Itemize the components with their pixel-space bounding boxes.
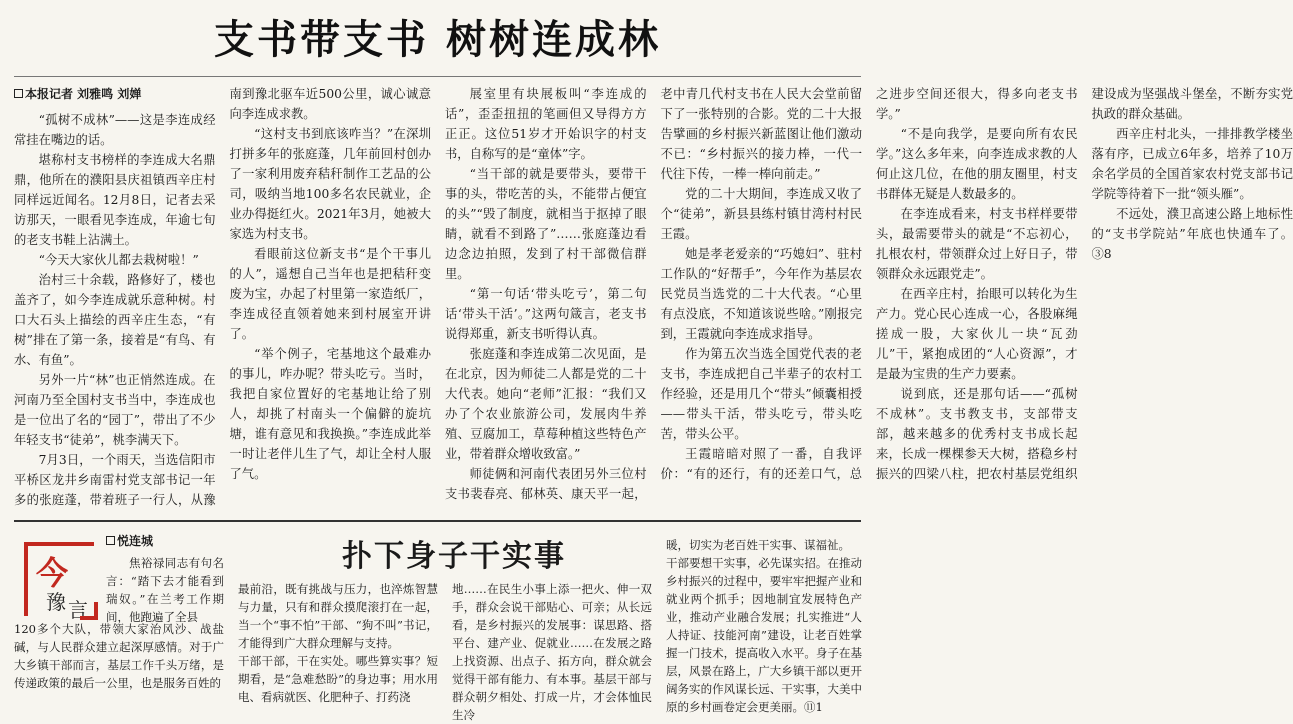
paragraph: 焦裕禄同志有句名言：“踏下去才能看到瑞奴。”在兰考工作期间，他跑遍了全县 — [106, 554, 224, 626]
paragraph: 看眼前这位新支书“是个干事儿的人”，遥想自己当年也是把秸秆变废为宝，办起了村里第一家造纸厂，李连成径直领着她来到村展室开讲了。 — [230, 244, 432, 344]
paragraph: 说到底，还是那句话——“孤树不成林”。支书教支书，支部带支部，越来越多的优秀村支书成长起来，长成一棵棵参天大树，搭稳乡村振兴的四梁八柱，把农村基层党组织建设成为坚强战斗堡垒，不断夯实党执政的群众基础。 — [876, 84, 1293, 512]
paragraph: 作为第五次当选全国党代表的老支书，李连成把自己半辈子的农村工作经验，还是用几个“带头”倾囊相授——带头干活，带头吃亏，带头吃苦，带头公平。 — [661, 344, 863, 444]
commentary-column-1 — [14, 620, 224, 692]
paragraph: “不是向我学，是要向所有农民学。”这么多年来，向李连成求教的人何止这几位，在他的朋友圈里，村支书群体无疑是人数最多的。 — [876, 124, 1078, 204]
logo-char: 豫 — [46, 586, 66, 615]
paragraph: 在李连成看来，村支书样样要带头，最需要带头的就是“不忘初心，扎根农村，带领群众过上好日子，带领群众永远跟党走”。 — [876, 204, 1078, 284]
logo-char: 今 — [36, 548, 68, 594]
byline-box-icon — [14, 89, 23, 98]
paragraph: 另外一片“林”也正悄然连成。在河南乃至全国村支书当中，李连成也是一位出了名的“园丁”，带出了不少年轻支书“徒弟”，桃李满天下。 — [14, 370, 216, 450]
byline-box-icon — [106, 536, 115, 545]
paragraph: 她是孝老爱亲的“巧媳妇”、驻村工作队的“好帮手”，今年作为基层农民党员当选党的二十大代表。“心里有点没底，不知道该说些啥。”刚报完到，王霞就向李连成求指导。 — [661, 244, 863, 344]
paragraph: 7月3日，一个雨天，当选信阳市平桥区龙井乡南雷村党支部书记一年多的张庭蓬，带着班子一行人，从豫南到豫北驱车近500公里，诚心诚意向李连成求教。 — [14, 84, 431, 512]
commentary-column-2 — [238, 580, 438, 698]
paragraph: 堪称村支书榜样的李连成大名鼎鼎，他所在的濮阳县庆祖镇西辛庄村同样远近闻名。12月8日，记者去采访那天，一眼看见李连成，年逾七旬的老支书鞋上沾满土。 — [14, 150, 216, 250]
column-logo — [24, 542, 94, 616]
main-article — [14, 84, 862, 512]
paragraph: 张庭蓬和李连成第二次见面，是在北京，因为师徒二人都是党的二十大代表。她向“老师”汇报：“我们又办了个农业旅游公司，发展肉牛养殖、豆腐加工，草莓种植这些特色产业，带着群众增收致富。” — [445, 344, 647, 464]
paragraph: 展室里有块展板叫“李连成的话”，歪歪扭扭的笔画但又导得方方正正。这位51岁才开始识字的村支书，自称写的是“童体”字。 — [445, 84, 647, 164]
article-columns — [14, 84, 862, 512]
paragraph: “第一句话‘带头吃亏’，第二句话‘带头干活’。”这两句箴言，老支书说得郑重，新支书听得认真。 — [445, 284, 647, 344]
paragraph: 地……在民生小事上添一把火、伸一双手，群众会说干部贴心、可亲；从长远看，是乡村振兴的发展事：谋思路、搭平台、建产业、促就业……在发展之路上找资源、出点子、拓方向，群众就会觉得干部有能力、有本事。基层干部与群众朝夕相处、打成一片，才会体恤民生冷 — [452, 582, 652, 722]
headline-rule — [14, 76, 861, 77]
paragraph: 暖，切实为老百姓干实事、谋福祉。 干部要想干实事，必先谋实招。在推动乡村振兴的过程中，要牢牢把握产业和就业两个抓手；因地制宜发展特色产业，推动产业融合发展；扎实推进“人人持证、技能河南”建设，让老百姓掌握一门技术，提高收入水平。身子在基层，风景在路上，广大乡镇干部以更开阔务实的作风谋长远、干实事，大美中原的乡村画卷定会更美丽。⑪1 — [666, 538, 862, 714]
commentary-column-4 — [666, 536, 862, 716]
paragraph: 120多个大队，带领大家治风沙、战盐碱，与人民群众建立起深厚感情。对于广大乡镇干部而言，基层工作千头万绪，是传递政策的最后一公里，也是服务百姓的 — [14, 622, 224, 690]
byline — [14, 84, 216, 104]
byline-text: 悦连城 — [117, 534, 153, 548]
paragraph: “举个例子，宅基地这个最难办的事儿，咋办呢？带头吃亏。当时，我把自家位置好的宅基地让给了别人，却挑了村南头一个偏僻的旋坑塘，谁有意见和我换换。”李连成此举一时让老伴儿生了气，却让全村人服了气。 — [230, 344, 432, 484]
paragraph: 西辛庄村北头，一排排教学楼坐落有序，已成立6年多，培养了10万余名学员的全国首家农村党支部书记学院等待着下一批“领头雁”。 — [1092, 124, 1293, 204]
commentary-lead — [106, 554, 224, 626]
logo-corner — [80, 602, 98, 620]
paragraph: 师徒俩和河南代表团另外三位村支书裴春亮、郁林英、康天平一起，老中青几代村支书在人民大会堂前留下了一张特别的合影。党的二十大报告擘画的乡村振兴新蓝图让他们激动不已：“乡村振兴的接力棒，一代一代往下传，一棒一棒向前走。” — [445, 84, 862, 512]
section-divider — [14, 520, 861, 522]
paragraph: 党的二十大期间，李连成又收了个“徒弟”，新县县练村镇甘湾村村民王霞。 — [661, 184, 863, 244]
paragraph: “当干部的就是要带头，要带干事的头，带吃苦的头，不能带占便宜的头”“毁了制度，就相当于抠掉了眼睛，就看不到路了”……张庭蓬边看边念边拍照，发到了村干部微信群里。 — [445, 164, 647, 284]
commentary-headline: 扑下身子干实事 — [254, 534, 654, 580]
commentary-column-3 — [452, 580, 652, 698]
paragraph: 王霞暗暗对照了一番，自我评价：“有的还行，有的还差口气，总之进步空间还很大，得多向老支书学。” — [661, 84, 1078, 512]
paragraph: “这村支书到底该咋当？”在深圳打拼多年的张庭蓬，几年前回村创办了一家利用废弃秸秆制作工艺品的公司，吸纳当地100多名农民就业，企业办得挺红火。2021年3月，她被大家选为村支书。 — [230, 124, 432, 244]
commentary-article — [14, 528, 862, 698]
paragraph: 治村三十余载，路修好了，楼也盖齐了，如今李连成就乐意种树。村口大石头上描绘的西辛庄生态，“有树”排在了第一条，接着是“有鸟、有水、有鱼”。 — [14, 270, 216, 370]
paragraph: “今天大家伙儿都去栽树啦！” — [14, 250, 216, 270]
paragraph: 在西辛庄村，抬眼可以转化为生产力。党心民心连成一心，各股麻绳搓成一股，大家伙儿一块“瓦劲儿”干，紧抱成团的“人心资源”，才是最为宝贵的生产力要素。 — [876, 284, 1078, 384]
byline-text: 本报记者 刘雅鸣 刘婵 — [25, 87, 141, 101]
paragraph: 不远处，濮卫高速公路上地标性的“支书学院站”年底也快通车了。③8 — [1092, 204, 1293, 264]
article-headline: 支书带支书 树树连成林 — [0, 8, 875, 72]
paragraph: “孤树不成林”——这是李连成经常挂在嘴边的话。 — [14, 110, 216, 150]
commentary-byline — [106, 532, 153, 549]
paragraph: 最前沿，既有挑战与压力，也淬炼智慧与力量，只有和群众摸爬滚打在一起，当一个“事不怕”干部、“狗不叫”书记，才能得到广大群众理解与支持。 干部干部，干在实处。哪些算实事？短期看，是“急难愁盼”的身边事；用水用电、看病就医、化肥种子、打药浇 — [238, 582, 438, 704]
logo-char: 言 — [68, 594, 88, 623]
